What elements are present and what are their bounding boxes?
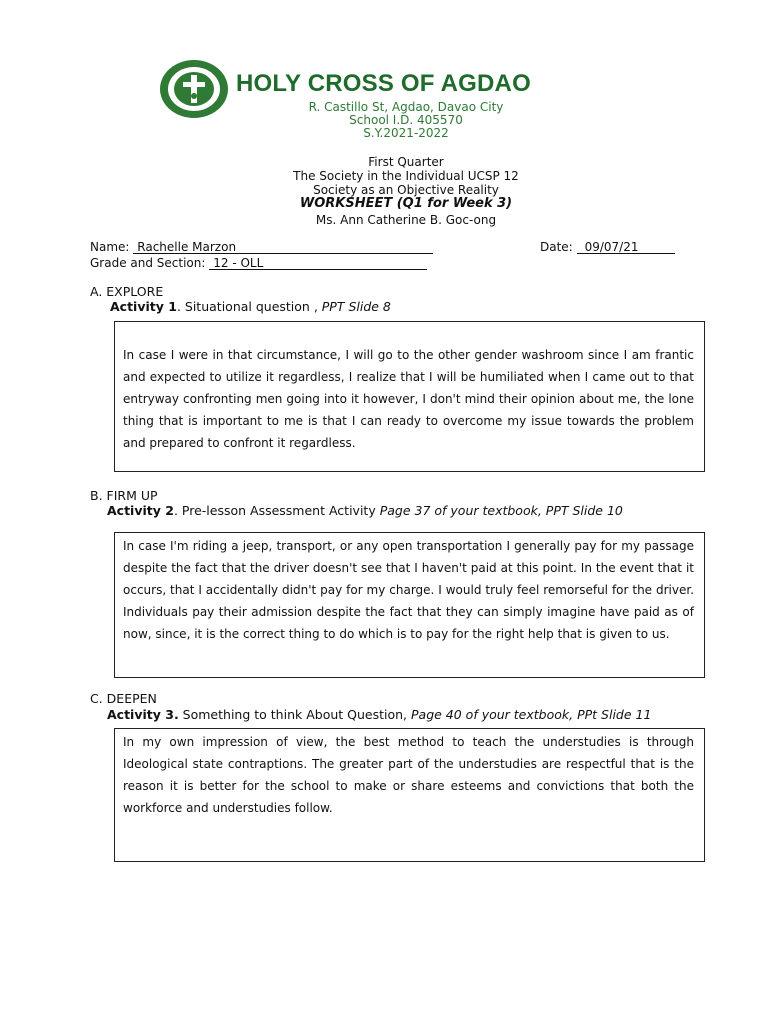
name-label: Name:: [90, 240, 130, 254]
school-name: HOLY CROSS OF AGDAO: [236, 70, 531, 97]
subject-label: The Society in the Individual UCSP 12: [293, 169, 519, 183]
activity-3-desc: Something to think About Question,: [178, 707, 411, 722]
activity-2-label: Activity 2: [107, 503, 174, 518]
grade-value: 12 - OLL: [209, 257, 427, 270]
activity-1-label: Activity 1: [110, 299, 177, 314]
activity-3-label: Activity 3.: [107, 707, 179, 722]
section-heading-deepen: C. DEEPEN: [90, 691, 157, 706]
name-field: [90, 240, 433, 254]
activity-1-line: [110, 299, 391, 314]
school-address: R. Castillo St, Agdao, Davao City: [308, 100, 504, 114]
answer-text-1: In case I were in that circumstance, I will go to the other gender washroom since I am frantic and expected to utilize it regardless, I realize that I will be humiliated when I came out to that entryway confronting men going into it however, I don't mind their opinion about me, the lone thing that is important to me is that I can ready to overcome my issue towards the problem and prepared to confront it regardless.: [123, 348, 694, 450]
quarter-label: First Quarter: [368, 155, 444, 169]
answer-box-3: [114, 728, 705, 862]
worksheet-title: WORKSHEET (Q1 for Week 3): [299, 196, 513, 211]
activity-2-ref: Page 37 of your textbook, PPT Slide 10: [379, 503, 623, 518]
date-label: Date:: [540, 240, 573, 254]
activity-1-desc: . Situational question ,: [176, 299, 322, 314]
date-field: [540, 240, 675, 254]
school-id: School I.D. 405570: [349, 113, 463, 127]
name-value: Rachelle Marzon: [133, 241, 433, 254]
school-year: S.Y.2021-2022: [363, 126, 449, 140]
grade-section-field: [90, 256, 427, 270]
answer-box-1: [114, 321, 705, 472]
activity-3-line: [107, 707, 651, 722]
section-heading-firm-up: B. FIRM UP: [90, 488, 158, 503]
activity-2-desc: . Pre-lesson Assessment Activity: [173, 503, 380, 518]
section-heading-explore: A. EXPLORE: [90, 284, 164, 299]
answer-box-2: [114, 532, 705, 678]
topic-label: Society as an Objective Reality: [313, 183, 499, 197]
teacher-name: Ms. Ann Catherine B. Goc-ong: [315, 213, 497, 227]
activity-1-ref: PPT Slide 8: [321, 299, 391, 314]
answer-text-2: In case I'm riding a jeep, transport, or any open transportation I generally pay for my passage despite the fact that the driver doesn't see that I haven't paid at this point. In the event that it occurs, that I accidentally didn't pay for my charge. I would truly feel remorseful for the driver. Individuals pay their admission despite the fact that they can simply imagine have paid as of now, since, it is the correct thing to do which is to pay for the right help that is given to us.: [123, 539, 694, 641]
answer-text-3: In my own impression of view, the best method to teach the understudies is through Ideological state contraptions. The greater part of the understudies are respectful that is the reason it is better for the school to make or share esteems and convictions that both the workforce and understudies follow.: [123, 735, 694, 815]
activity-3-ref: Page 40 of your textbook, PPt Slide 11: [411, 707, 652, 722]
date-value: 09/07/21: [577, 241, 675, 254]
activity-2-line: [107, 503, 623, 518]
grade-label: Grade and Section:: [90, 256, 206, 270]
